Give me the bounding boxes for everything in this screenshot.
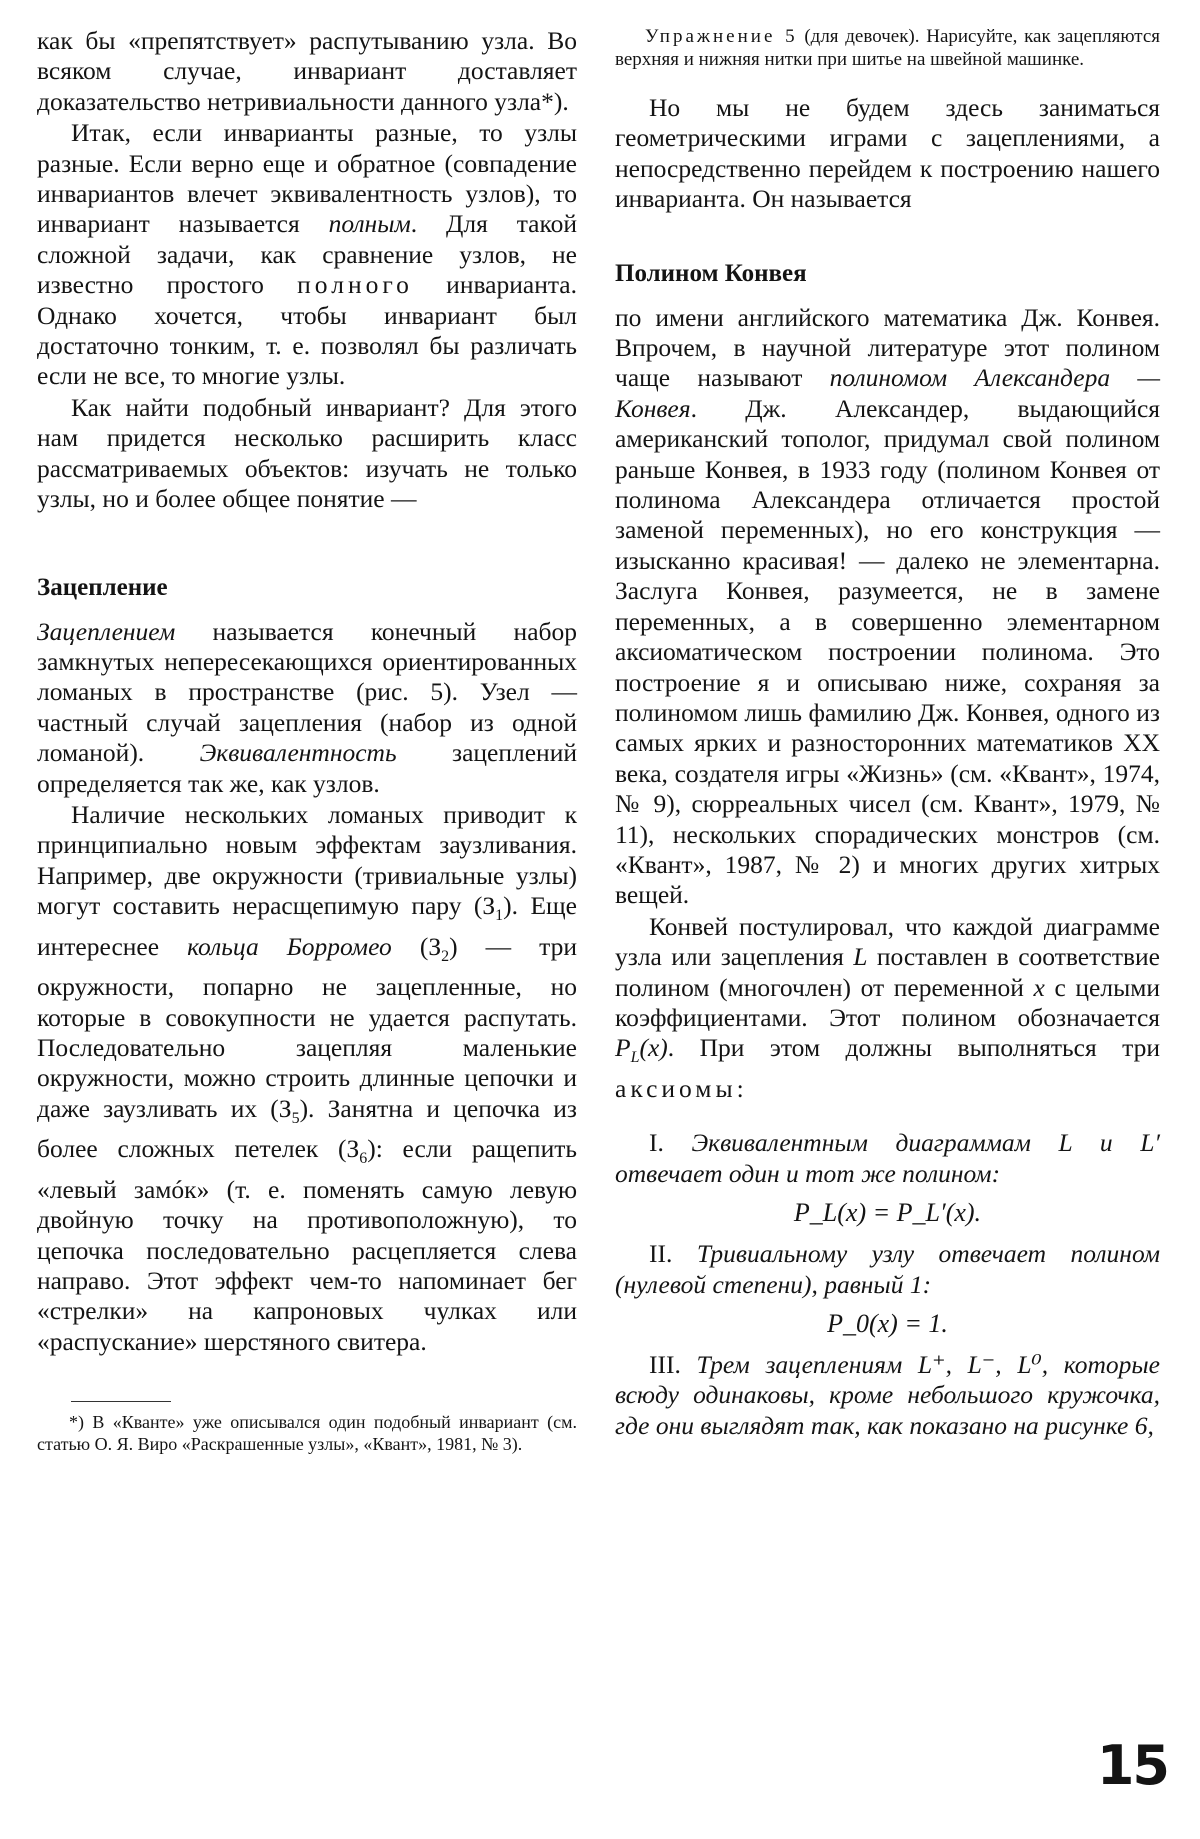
axiom-2: II. Тривиальному узлу отвечает полином (нулевой степени), равный 1: bbox=[615, 1239, 1160, 1299]
page-number: 15 bbox=[1096, 1734, 1168, 1797]
section-heading-conway-polynomial: Полином Конвея bbox=[615, 259, 807, 287]
left-paragraph-3: Как найти подобный инвариант? Для этого нам придется несколько расширить класс рассматриваемых объектов: изучать не только узлы, но и более общее понятие — bbox=[37, 392, 577, 514]
axiom-1: I. Эквивалентным диаграммам L и L′ отвечает один и тот же полином: bbox=[615, 1128, 1160, 1188]
left-paragraph-4: Зацеплением называется конечный набор замкнутых непересекающихся ориентированных ломаных в пространстве (рис. 5). Узел — частный случай зацепления (набор из одной ломаной). Эквивалентность зацеплений определяется так же, как узлов. bbox=[37, 616, 577, 798]
formula-2: P_0(x) = 1. bbox=[827, 1308, 948, 1338]
axiom-3: III. Трем зацеплениям L⁺, L⁻, L⁰, которые всюду одинаковы, кроме небольшого кружочка, где они выглядят так, как показано на рисунке 6, bbox=[615, 1349, 1160, 1440]
footnote: *) В «Кванте» уже описывался один подобный инвариант (см. статью О. Я. Виро «Раскрашенные узлы», «Квант», 1981, № 3). bbox=[37, 1412, 577, 1454]
formula-1: P_L(x) = P_L′(x). bbox=[793, 1198, 982, 1228]
left-paragraph-5: Наличие нескольких ломаных приводит к принципиально новым эффектам заузливания. Например, две окружности (тривиальные узлы) могут составить нерасщепимую пару $(З_1)$. Еще интереснее кольца Борромео $(З_2)$ — три окружности, попарно не зацепленные, но которые в совокупности не удается распутать. Последовательно зацепляя маленькие окружности, можно строить длинные цепочки и даже заузливать их $(З_5)$. Занятна и цепочка из более сложных петелек $(З_6)$: если ращепить «левый замóк» (т. е. поменять самую левую двойную точку на противоположную), то цепочка последовательно расцепляется слева направо. Этот эффект чем-то напоминает бег «стрелки» на капроновых чулках или «распускание» шерстяного свитера. bbox=[37, 799, 578, 1356]
right-paragraph-3: Конвей постулировал, что каждой диаграмме узла или зацепления L поставлен в соответствие полином (многочлен) от переменной x с целыми коэффициентами. Этот полином обозначается $P_L(x)$. При этом должны выполняться три аксиомы: bbox=[615, 911, 1160, 1103]
left-column bbox=[37, 26, 577, 1455]
left-paragraph-1: как бы «препятствует» распутыванию узла. Во всяком случае, инвариант доставляет доказательство нетривиальности данного узла*). bbox=[37, 26, 577, 116]
footnote-divider bbox=[71, 1401, 171, 1402]
right-column bbox=[615, 26, 1160, 1441]
right-paragraph-1: Но мы не будем здесь заниматься геометрическими играми с зацеплениями, а непосредственно перейдем к построению нашего инварианта. Он называется bbox=[615, 93, 1160, 214]
section-heading-linking: Зацепление bbox=[37, 573, 168, 601]
right-paragraph-2: по имени английского математика Дж. Конвея. Впрочем, в научной литературе этот полином чаще называют полиномом Александера — Конвея. Дж. Александер, выдающийся американский тополог, придумал свой полином раньше Конвея, в 1933 году (полином Конвея от полинома Александера отличается простой заменой переменных), но его конструкция — изысканно красивая! — далеко не элементарна. Заслуга Конвея, разумеется, не в замене переменных, а в совершенно элементарном аксиоматическом построении полинома. Это построение я и описываю ниже, сохраняя за полиномом лишь фамилию Дж. Конвея, одного из самых ярких и разносторонних математиков XX века, создателя игры «Жизнь» (см. «Квант», 1974, № 9), сюрреальных чисел (см. Квант», 1979, № 11), нескольких спорадических монстров (см. «Квант», 1987, № 2) и многих других хитрых вещей. bbox=[615, 302, 1160, 910]
exercise-5: Упражнение 5 (для девочек). Нарисуйте, как зацепляются верхняя и нижняя нитки при шитье на швейной машинке. bbox=[615, 26, 1160, 70]
left-paragraph-2: Итак, если инварианты разные, то узлы разные. Если верно еще и обратное (совпадение инвариантов влечет эквивалентность узлов), то инвариант называется полным. Для такой сложной задачи, как сравнение узлов, не известно простого полного инварианта. Однако хочется, чтобы инвариант был достаточно тонким, т. е. позволял бы различать если не все, то многие узлы. bbox=[37, 118, 577, 391]
